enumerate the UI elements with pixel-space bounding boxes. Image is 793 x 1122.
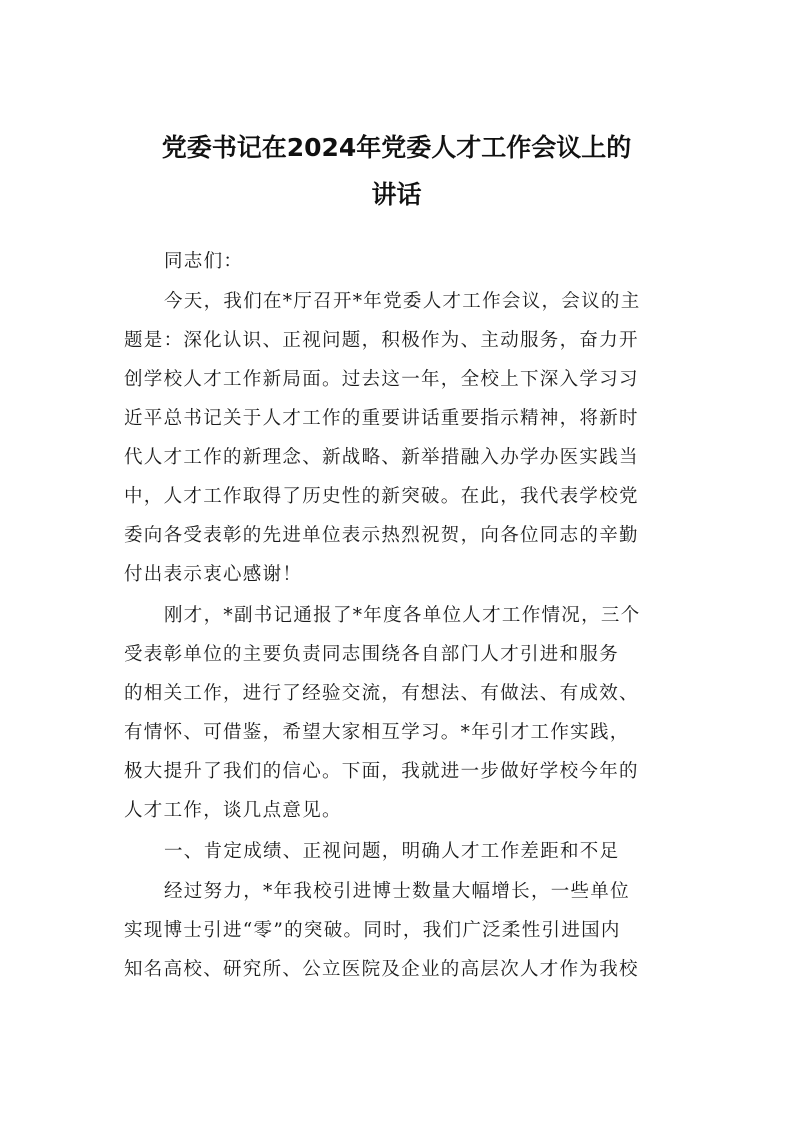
paragraph-line: 受表彰单位的主要负责同志围绕各自部门人才引进和服务 [124,644,620,665]
paragraph-line: 近平总书记关于人才工作的重要讲话重要指示精神，将新时 [124,408,639,429]
paragraph-line: 的相关工作，进行了经验交流，有想法、有做法、有成效、 [124,683,639,704]
paragraph-line: 创学校人才工作新局面。过去这一年，全校上下深入学习习 [124,369,639,390]
salutation-line: 同志们： [164,251,244,272]
paragraph-line: 代人才工作的新理念、新战略、新举措融入办学办医实践当 [124,447,639,468]
section-heading: 一、肯定成绩、正视问题，明确人才工作差距和不足 [164,841,620,862]
paragraph-line: 经过努力，*年我校引进博士数量大幅增长，一些单位 [164,881,630,902]
document-title-line-2: 讲话 [371,180,422,209]
paragraph-line: 刚才，*副书记通报了*年度各单位人才工作情况，三个 [164,605,641,626]
paragraph-line: 今天，我们在*厅召开*年党委人才工作会议，会议的主 [164,291,641,312]
paragraph-line: 付出表示衷心感谢！ [124,564,303,585]
paragraph-line: 有情怀、可借鉴，希望大家相互学习。*年引才工作实践， [124,722,630,743]
paragraph-line: 中，人才工作取得了历史性的新突破。在此，我代表学校党 [124,486,639,507]
document-title-line-1: 党委书记在2024年党委人才工作会议上的 [161,133,632,162]
paragraph-line: 委向各受表彰的先进单位表示热烈祝贺，向各位同志的辛勤 [124,525,639,546]
paragraph-line: 题是：深化认识、正视问题，积极作为、主动服务，奋力开 [124,330,639,351]
paragraph-line: 人才工作，谈几点意见。 [124,800,342,821]
paragraph-line: 实现博士引进“零”的突破。同时，我们广泛柔性引进国内 [124,920,621,941]
paragraph-line: 知名高校、研究所、公立医院及企业的高层次人才作为我校 [124,959,639,980]
paragraph-line: 极大提升了我们的信心。下面，我就进一步做好学校今年的 [124,761,639,782]
